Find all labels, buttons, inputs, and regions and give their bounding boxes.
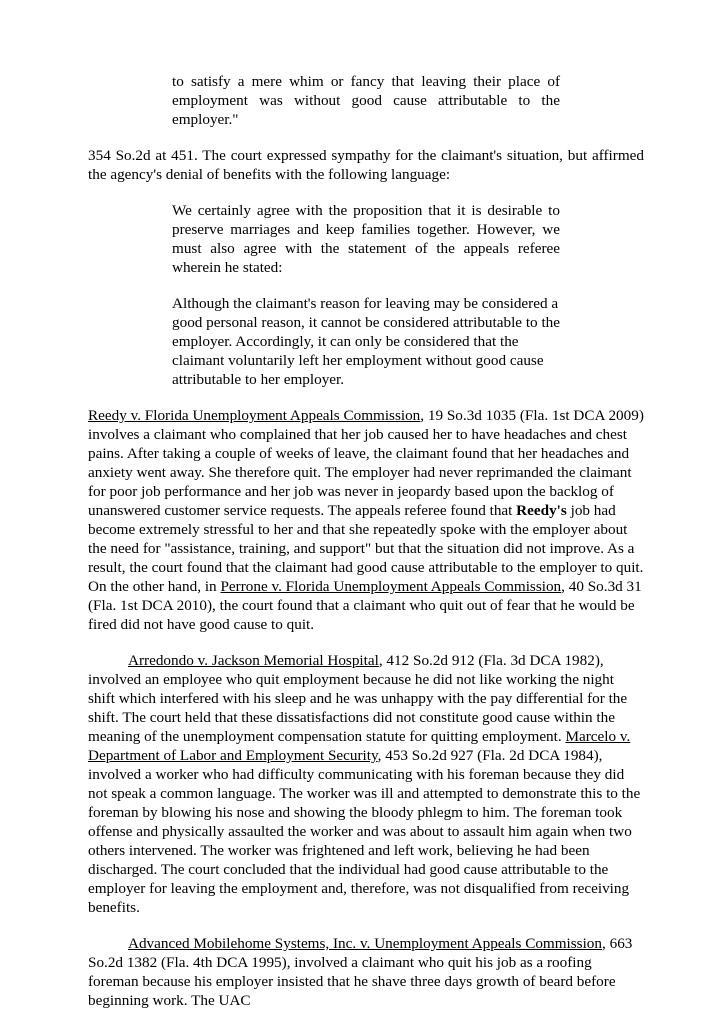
paragraph-arredondo (88, 651, 644, 917)
case-name-arredondo: Arredondo v. Jackson Memorial Hospital (128, 652, 379, 669)
block-quote-court: We certainly agree with the proposition that it is desirable to preserve marriages and keep families together. However, we must also agree with the statement of the appeals referee wherein he stated: (172, 202, 560, 276)
bold-text: Reedy's (516, 502, 567, 519)
case-name-advanced-mobilehome: Advanced Mobilehome Systems, Inc. v. Unemployment Appeals Commission (128, 935, 602, 952)
paragraph-text: , 453 So.2d 927 (Fla. 2d DCA 1984), involved a worker who had difficulty communicating with his foreman because they did not speak a common language. The worker was ill and attempted to demonstrate this to the foreman by blowing his nose and showing the bloody phlegm to him. The foreman took offense and physically assaulted the worker and was about to assault him again when two others intervened. The worker was frightened and left work, believing he had been discharged. The court concluded that the individual had good cause attributable to the employer for leaving the employment and, therefore, was not disqualified from receiving benefits. (88, 747, 641, 916)
paragraph-text: job had become extremely stressful to her and that she repeatedly spoke with the employer about the need for "assistance, training, and support" but that the situation did not improve. As a result, the court found that the claimant had good cause attributable to the employer to quit. On the other hand, in (88, 502, 644, 595)
paragraph-advanced-mobilehome (88, 934, 644, 1010)
case-name-reedy: Reedy v. Florida Unemployment Appeals Commission (88, 407, 421, 424)
paragraph-text: , 40 So.3d 31 (Fla. 1st DCA 2010), the court found that a claimant who quit out of fear that he would be fired did not have good cause to quit. (88, 578, 642, 633)
paragraph-reedy (88, 406, 644, 634)
paragraph-text: , 412 So.2d 912 (Fla. 3d DCA 1982), involved an employee who quit employment because he did not like working the night shift which interfered with his sleep and he was unhappy with the pay differential for the shift. The court held that these dissatisfactions did not constitute good cause within the meaning of the unemployment compensation statute for quitting employment. (88, 652, 628, 745)
paragraph-text: , 19 So.3d 1035 (Fla. 1st DCA 2009) involves a claimant who complained that her job caused her to have headaches and chest pains. After taking a couple of weeks of leave, the claimant found that her headaches and anxiety went away. She therefore quit. The employer had never reprimanded the claimant for poor job performance and her job was never in jeopardy based upon the backlog of unanswered customer service requests. The appeals referee found that (88, 407, 644, 519)
block-quote-referee: Although the claimant's reason for leaving may be considered a good personal reason, it cannot be considered attributable to the employer. Accordingly, it can only be considered that the claimant voluntarily left her employment without good cause attributable to her employer. (172, 295, 561, 388)
case-name-perrone: Perrone v. Florida Unemployment Appeals Commission (220, 578, 562, 595)
case-name-marcelo: Marcelo v. Department of Labor and Employment Security (88, 728, 631, 764)
paragraph-text: , 663 So.2d 1382 (Fla. 4th DCA 1995), involved a claimant who quit his job as a roofing foreman because his employer insisted that he shave three days growth of beard before beginning work. The UAC (88, 935, 633, 1009)
paragraph-citation: 354 So.2d at 451. The court expressed sympathy for the claimant's situation, but affirmed the agency's denial of benefits with the following language: (88, 147, 644, 183)
block-quote-continuation: to satisfy a mere whim or fancy that leaving their place of employment was without good cause attributable to the employer." (172, 73, 560, 128)
document-page (88, 72, 644, 1010)
